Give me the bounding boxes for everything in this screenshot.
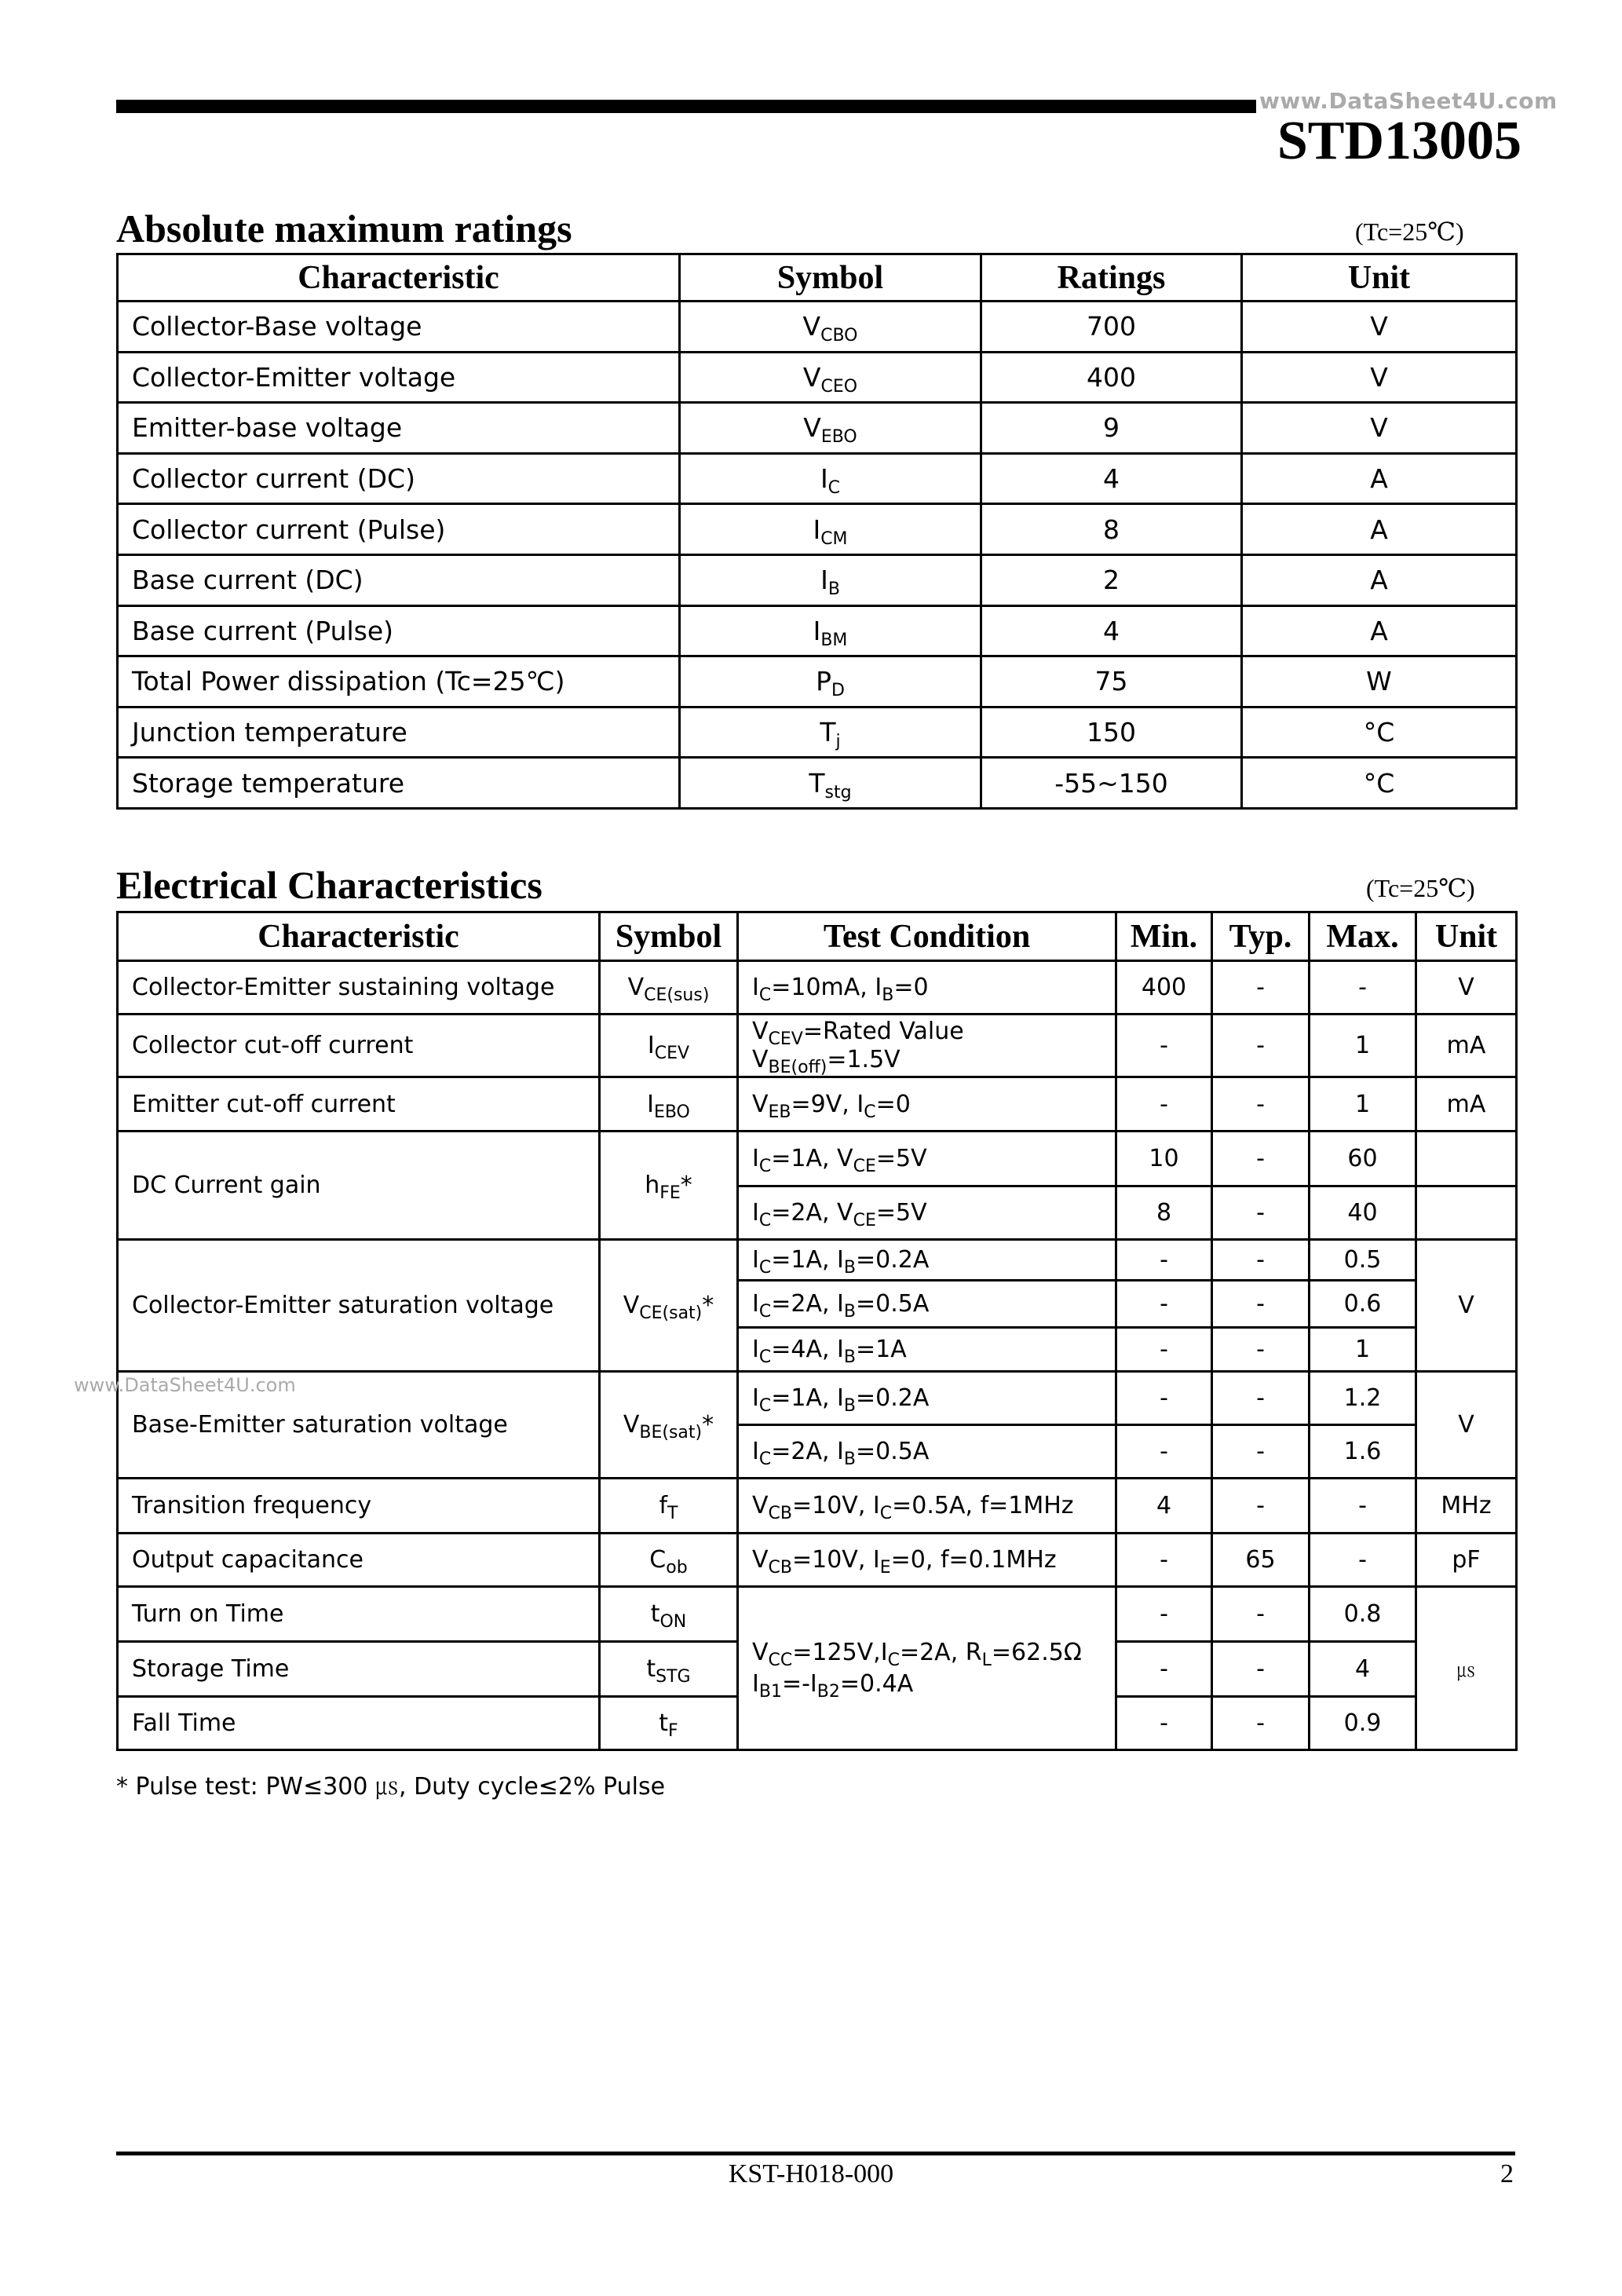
- electrical-characteristics-table: [116, 911, 1518, 1751]
- rating-cell: 4: [981, 605, 1242, 656]
- table-row: [118, 961, 1517, 1015]
- characteristic-cell: DC Current gain: [118, 1132, 600, 1240]
- typ-cell: -: [1212, 1281, 1310, 1328]
- watermark-top[interactable]: www.DataSheet4U.com: [1256, 88, 1561, 114]
- characteristic-cell: Collector cut-off current: [118, 1015, 600, 1077]
- min-cell: -: [1116, 1697, 1212, 1750]
- unit-cell: A: [1242, 453, 1517, 504]
- max-cell: -: [1310, 961, 1416, 1015]
- max-cell: 0.8: [1310, 1587, 1416, 1642]
- max-cell: 0.5: [1310, 1240, 1416, 1281]
- rating-cell: 2: [981, 554, 1242, 605]
- symbol-cell: $I_{EBO}$: [600, 1077, 738, 1132]
- min-cell: 10: [1116, 1132, 1212, 1186]
- symbol-cell: $I_{CEV}$: [600, 1015, 738, 1077]
- condition-cell: $I_C=1A$, $I_B=0.2A$: [738, 1372, 1116, 1425]
- rating-cell: 75: [981, 656, 1242, 707]
- max-cell: 1.6: [1310, 1425, 1416, 1479]
- characteristic-cell: Collector current (Pulse): [118, 504, 680, 555]
- unit-cell: °C: [1242, 758, 1517, 809]
- table-row: [118, 758, 1517, 809]
- characteristic-cell: Collector-Emitter saturation voltage: [118, 1240, 600, 1372]
- rating-cell: 8: [981, 504, 1242, 555]
- absolute-max-ratings-table: [116, 253, 1518, 810]
- unit-cell: ㎲: [1416, 1587, 1517, 1750]
- ec-condition: (Tc=25℃): [1366, 874, 1475, 902]
- typ-cell: -: [1212, 1479, 1310, 1534]
- typ-cell: -: [1212, 1425, 1310, 1479]
- footnote: * Pulse test: PW≤300 ㎲, Duty cycle≤2% Pulse: [116, 1773, 666, 1801]
- typ-cell: -: [1212, 1372, 1310, 1425]
- characteristic-cell: Emitter cut-off current: [118, 1077, 600, 1132]
- condition-cell: $V_{CB}=10V$, $I_E=0$, f=0.1MHz: [738, 1534, 1116, 1587]
- symbol-cell: $V_{BE(sat)}*$: [600, 1372, 738, 1479]
- condition-cell: $V_{CEV}=Rated$ Value $V_{BE(off)}=1.5V$: [738, 1015, 1116, 1077]
- max-cell: 1: [1310, 1328, 1416, 1372]
- ec-title: Electrical Characteristics: [116, 863, 542, 907]
- table-row: [118, 1372, 1517, 1425]
- table-row: [118, 403, 1517, 454]
- symbol-cell: $h_{FE}*$: [600, 1132, 738, 1240]
- characteristic-cell: Junction temperature: [118, 707, 680, 758]
- max-cell: -: [1310, 1534, 1416, 1587]
- characteristic-cell: Storage temperature: [118, 758, 680, 809]
- symbol-cell: $t_{ON}$: [600, 1587, 738, 1642]
- characteristic-cell: Base-Emitter saturation voltage: [118, 1372, 600, 1479]
- typ-cell: -: [1212, 1697, 1310, 1750]
- symbol-cell: $I_{BM}$: [680, 605, 981, 656]
- min-cell: 400: [1116, 961, 1212, 1015]
- col-header: Characteristic: [118, 254, 680, 302]
- min-cell: -: [1116, 1015, 1212, 1077]
- col-header: Min.: [1116, 912, 1212, 961]
- max-cell: 60: [1310, 1132, 1416, 1186]
- table-row: [118, 302, 1517, 353]
- table-row: [118, 1587, 1517, 1642]
- table-row: [118, 656, 1517, 707]
- symbol-cell: $t_F$: [600, 1697, 738, 1750]
- col-header: Max.: [1310, 912, 1416, 961]
- condition-cell: $V_{CB}=10V$, $I_C=0.5A$, f=1MHz: [738, 1479, 1116, 1534]
- condition-cell: $I_C=2A$, $I_B=0.5A$: [738, 1425, 1116, 1479]
- symbol-cell: $V_{CE(sat)}*$: [600, 1240, 738, 1372]
- col-header: Symbol: [680, 254, 981, 302]
- max-cell: 1: [1310, 1015, 1416, 1077]
- max-cell: -: [1310, 1479, 1416, 1534]
- characteristic-cell: Emitter-base voltage: [118, 403, 680, 454]
- col-header: Symbol: [600, 912, 738, 961]
- part-number: STD13005: [1277, 111, 1522, 171]
- rating-cell: 9: [981, 403, 1242, 454]
- symbol-cell: $T_{stg}$: [680, 758, 981, 809]
- typ-cell: 65: [1212, 1534, 1310, 1587]
- min-cell: -: [1116, 1425, 1212, 1479]
- typ-cell: -: [1212, 1186, 1310, 1240]
- typ-cell: -: [1212, 1328, 1310, 1372]
- symbol-cell: $V_{CBO}$: [680, 302, 981, 353]
- col-header: Unit: [1242, 254, 1517, 302]
- unit-cell: W: [1242, 656, 1517, 707]
- unit-cell: V: [1416, 1240, 1517, 1372]
- condition-cell: $V_{CC}=125V,I_C=2A$, $R_L=62.5\Omega$ $I_{B1}=-I_{B2}=0.4A$: [738, 1587, 1116, 1750]
- characteristic-cell: Base current (Pulse): [118, 605, 680, 656]
- table-row: [118, 554, 1517, 605]
- typ-cell: -: [1212, 1132, 1310, 1186]
- table-row: [118, 352, 1517, 403]
- unit-cell: [1416, 1132, 1517, 1186]
- max-cell: 40: [1310, 1186, 1416, 1240]
- min-cell: -: [1116, 1642, 1212, 1697]
- max-cell: 1: [1310, 1077, 1416, 1132]
- characteristic-cell: Total Power dissipation (Tc=25℃): [118, 656, 680, 707]
- min-cell: -: [1116, 1534, 1212, 1587]
- unit-cell: mA: [1416, 1077, 1517, 1132]
- characteristic-cell: Base current (DC): [118, 554, 680, 605]
- unit-cell: °C: [1242, 707, 1517, 758]
- table-row: [118, 605, 1517, 656]
- unit-cell: A: [1242, 605, 1517, 656]
- typ-cell: -: [1212, 1587, 1310, 1642]
- unit-cell: pF: [1416, 1534, 1517, 1587]
- unit-cell: V: [1242, 403, 1517, 454]
- col-header: Typ.: [1212, 912, 1310, 961]
- col-header: Ratings: [981, 254, 1242, 302]
- col-header: Test Condition: [738, 912, 1116, 961]
- condition-cell: $I_C=1A$, $V_{CE}=5V$: [738, 1132, 1116, 1186]
- condition-cell: $I_C=2A$, $V_{CE}=5V$: [738, 1186, 1116, 1240]
- condition-cell: $I_C=2A$, $I_B=0.5A$: [738, 1281, 1116, 1328]
- unit-cell: V: [1416, 1372, 1517, 1479]
- characteristic-cell: Transition frequency: [118, 1479, 600, 1534]
- symbol-cell: $V_{CEO}$: [680, 352, 981, 403]
- min-cell: -: [1116, 1372, 1212, 1425]
- condition-cell: $I_C=10mA$, $I_B=0$: [738, 961, 1116, 1015]
- unit-cell: A: [1242, 504, 1517, 555]
- table-row: [118, 1240, 1517, 1281]
- characteristic-cell: Output capacitance: [118, 1534, 600, 1587]
- max-cell: 4: [1310, 1642, 1416, 1697]
- table-row: [118, 1015, 1517, 1077]
- characteristic-cell: Fall Time: [118, 1697, 600, 1750]
- page-number: 2: [1500, 2159, 1514, 2188]
- symbol-cell: $I_C$: [680, 453, 981, 504]
- symbol-cell: $P_D$: [680, 656, 981, 707]
- symbol-cell: $t_{STG}$: [600, 1642, 738, 1697]
- table-row: [118, 1534, 1517, 1587]
- min-cell: -: [1116, 1240, 1212, 1281]
- min-cell: -: [1116, 1328, 1212, 1372]
- rating-cell: -55~150: [981, 758, 1242, 809]
- unit-cell: V: [1416, 961, 1517, 1015]
- symbol-cell: $I_B$: [680, 554, 981, 605]
- characteristic-cell: Storage Time: [118, 1642, 600, 1697]
- symbol-cell: $T_j$: [680, 707, 981, 758]
- typ-cell: -: [1212, 961, 1310, 1015]
- unit-cell: V: [1242, 302, 1517, 353]
- symbol-cell: $f_T$: [600, 1479, 738, 1534]
- min-cell: 8: [1116, 1186, 1212, 1240]
- typ-cell: -: [1212, 1240, 1310, 1281]
- unit-cell: V: [1242, 352, 1517, 403]
- min-cell: -: [1116, 1587, 1212, 1642]
- characteristic-cell: Collector-Base voltage: [118, 302, 680, 353]
- watermark-mid[interactable]: www.DataSheet4U.com: [74, 1374, 296, 1396]
- typ-cell: -: [1212, 1015, 1310, 1077]
- min-cell: 4: [1116, 1479, 1212, 1534]
- symbol-cell: $I_{CM}$: [680, 504, 981, 555]
- max-cell: 1.2: [1310, 1372, 1416, 1425]
- amr-title: Absolute maximum ratings: [116, 207, 572, 250]
- rating-cell: 700: [981, 302, 1242, 353]
- min-cell: -: [1116, 1077, 1212, 1132]
- max-cell: 0.6: [1310, 1281, 1416, 1328]
- condition-cell: $V_{EB}=9V$, $I_C=0$: [738, 1077, 1116, 1132]
- unit-cell: mA: [1416, 1015, 1517, 1077]
- rating-cell: 150: [981, 707, 1242, 758]
- condition-cell: $I_C=4A$, $I_B=1A$: [738, 1328, 1116, 1372]
- symbol-cell: $V_{CE(sus)}$: [600, 961, 738, 1015]
- rating-cell: 400: [981, 352, 1242, 403]
- table-row: [118, 453, 1517, 504]
- characteristic-cell: Collector-Emitter sustaining voltage: [118, 961, 600, 1015]
- max-cell: 0.9: [1310, 1697, 1416, 1750]
- doc-code: KST-H018-000: [728, 2159, 894, 2188]
- table-row: [118, 1132, 1517, 1186]
- unit-cell: A: [1242, 554, 1517, 605]
- table-row: [118, 707, 1517, 758]
- col-header: Characteristic: [118, 912, 600, 961]
- typ-cell: -: [1212, 1642, 1310, 1697]
- table-row: [118, 504, 1517, 555]
- characteristic-cell: Collector-Emitter voltage: [118, 352, 680, 403]
- unit-cell: [1416, 1186, 1517, 1240]
- rating-cell: 4: [981, 453, 1242, 504]
- characteristic-cell: Collector current (DC): [118, 453, 680, 504]
- col-header: Unit: [1416, 912, 1517, 961]
- amr-condition: (Tc=25℃): [1355, 218, 1464, 246]
- min-cell: -: [1116, 1281, 1212, 1328]
- typ-cell: -: [1212, 1077, 1310, 1132]
- symbol-cell: $V_{EBO}$: [680, 403, 981, 454]
- bottom-rule: [116, 2152, 1515, 2155]
- table-row: [118, 1479, 1517, 1534]
- table-row: [118, 1077, 1517, 1132]
- condition-cell: $I_C=1A$, $I_B=0.2A$: [738, 1240, 1116, 1281]
- characteristic-cell: Turn on Time: [118, 1587, 600, 1642]
- unit-cell: MHz: [1416, 1479, 1517, 1534]
- symbol-cell: $C_{ob}$: [600, 1534, 738, 1587]
